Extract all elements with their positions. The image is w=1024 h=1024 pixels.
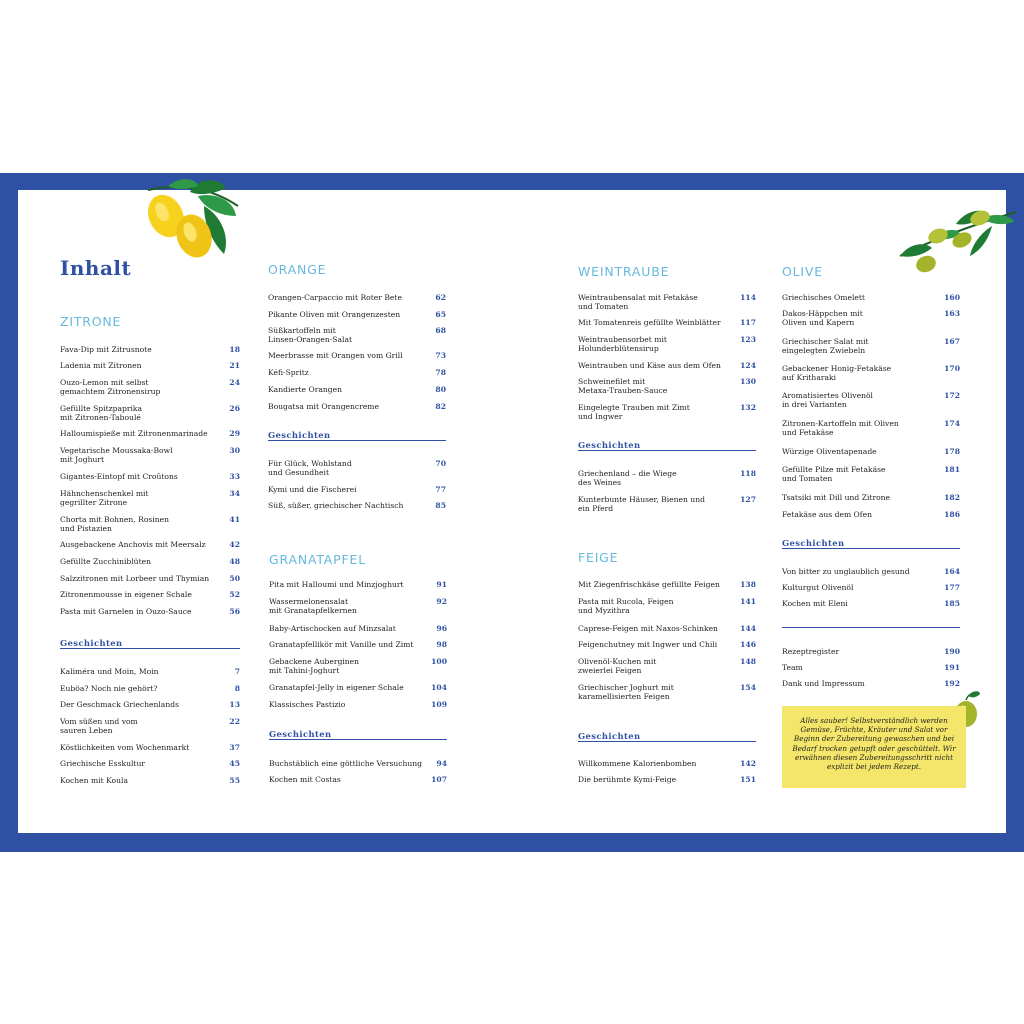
story-entry-page-number: 177 [944,583,960,592]
recipe-entry-page-number: 144 [740,624,756,633]
stories-divider [578,450,756,451]
story-entry-page-number: 22 [229,717,240,726]
recipe-entry-title: Ausgebackene Anchovis mit Meersalz [60,540,206,549]
recipe-entry-title: Gebackener Honig-Fetakäse auf Kritharaki [782,364,892,383]
story-entry-title: Kochen mit Koula [60,776,128,785]
recipe-entry-title: Ouzo-Lemon mit selbst gemachtem Zitronensirup [60,378,161,397]
recipe-entry-title: Würzige Oliventapenade [782,447,877,456]
recipe-entry-title: Gefüllte Pilze mit Fetakäse und Tomaten [782,465,886,484]
stories-heading-orange: Geschichten [268,430,331,440]
recipe-entry-page-number: 24 [229,378,240,387]
recipe-entry-page-number: 68 [435,326,446,335]
recipe-entry-page-number: 29 [229,429,240,438]
stories-heading-granatapfel: Geschichten [269,729,332,739]
recipe-entry-title: Chorta mit Bohnen, Rosinen und Pistazien [60,515,170,534]
story-entry-page-number: 8 [234,684,240,693]
recipe-entry-page-number: 104 [431,683,447,692]
recipe-entry-page-number: 52 [229,590,240,599]
recipe-entry-title: Salzzitronen mit Lorbeer und Thymian [60,574,210,583]
recipe-entry-page-number: 50 [229,574,240,583]
recipe-entry-page-number: 114 [740,293,756,302]
recipe-entry-title: Wassermelonensalat mit Granatapfelkernen [269,597,357,616]
section-title-orange: ORANGE [268,262,327,277]
recipe-entry-title: Griechischer Joghurt mit karamellisierten Feigen [578,683,674,702]
recipe-entry-title: Mit Ziegenfrischkäse gefüllte Feigen [578,580,720,589]
story-entry-page-number: 164 [944,567,960,576]
appendix-entry-title: Rezeptregister [782,647,840,656]
recipe-entry-page-number: 62 [435,293,446,302]
story-entry-title: Griechenland – die Wiege des Weines [578,469,677,488]
story-entry-title: Kunterbunte Häuser, Bienen und ein Pferd [578,495,705,514]
lemon-branch-icon [138,176,248,268]
olive-branch-icon [896,198,1018,276]
story-entry-title: Willkommene Kalorienbomben [578,759,697,768]
section-title-feige: FEIGE [578,550,619,565]
stories-heading-feige: Geschichten [578,731,641,741]
recipe-entry-page-number: 163 [944,309,960,318]
stories-divider [60,648,240,649]
appendix-entry-page-number: 190 [944,647,960,656]
recipe-entry-page-number: 96 [436,624,447,633]
recipe-entry-page-number: 109 [431,700,447,709]
recipe-entry-page-number: 117 [740,318,756,327]
recipe-entry-page-number: 80 [435,385,446,394]
recipe-entry-page-number: 160 [944,293,960,302]
recipe-entry-page-number: 167 [944,337,960,346]
recipe-entry-title: Olivenöl-Kuchen mit zweierlei Feigen [578,657,657,676]
recipe-entry-page-number: 141 [740,597,756,606]
story-entry-title: Süß, süßer, griechischer Nachtisch [268,501,404,510]
section-title-zitrone: ZITRONE [60,314,122,329]
section-title-olive: OLIVE [782,264,823,279]
stories-heading-weintraube: Geschichten [578,440,641,450]
recipe-entry-page-number: 181 [944,465,960,474]
story-entry-title: Die berühmte Kymi-Feige [578,775,677,784]
recipe-entry-page-number: 138 [740,580,756,589]
recipe-entry-page-number: 91 [436,580,447,589]
recipe-entry-page-number: 78 [435,368,446,377]
recipe-entry-page-number: 98 [436,640,447,649]
recipe-entry-page-number: 154 [740,683,756,692]
recipe-entry-title: Pasta mit Garnelen in Ouzo-Sauce [60,607,192,616]
story-entry-page-number: 13 [229,700,240,709]
recipe-entry-title: Granatapfellikör mit Vanille und Zimt [269,640,414,649]
hygiene-note-text: Alles sauber! Selbstverständlich werden Gemüse, Früchte, Kräuter und Salat vor Beginn der Zubereitung gewaschen und bei Bedarf trocken getupft oder geschüttelt. Wir erwähnen diesen Zubereitungsschritt nicht explizit bei jedem Rezept. [792,716,956,772]
recipe-entry-page-number: 132 [740,403,756,412]
recipe-entry-page-number: 172 [944,391,960,400]
recipe-entry-title: Eingelegte Trauben mit Zimt und Ingwer [578,403,690,422]
recipe-entry-page-number: 42 [229,540,240,549]
story-entry-page-number: 7 [234,667,240,676]
story-entry-page-number: 55 [229,776,240,785]
recipe-entry-page-number: 65 [435,310,446,319]
recipe-entry-title: Griechischer Salat mit eingelegten Zwiebeln [782,337,869,356]
recipe-entry-page-number: 123 [740,335,756,344]
recipe-entry-page-number: 146 [740,640,756,649]
stories-divider [268,440,446,441]
recipe-entry-page-number: 124 [740,361,756,370]
recipe-entry-page-number: 100 [431,657,447,666]
appendix-entry-page-number: 192 [944,679,960,688]
recipe-entry-title: Gefüllte Zucchiniblüten [60,557,152,566]
recipe-entry-title: Baby-Artischocken auf Minzsalat [269,624,396,633]
story-entry-page-number: 37 [229,743,240,752]
recipe-entry-title: Orangen-Carpaccio mit Roter Bete [268,293,402,302]
recipe-entry-title: Meerbrasse mit Orangen vom Grill [268,351,403,360]
story-entry-title: Der Geschmack Griechenlands [60,700,179,709]
story-entry-page-number: 77 [435,485,446,494]
story-entry-page-number: 185 [944,599,960,608]
recipe-entry-title: Gebackene Auberginen mit Tahini-Joghurt [269,657,360,676]
recipe-entry-title: Tsatsiki mit Dill und Zitrone [782,493,891,502]
recipe-entry-page-number: 30 [229,446,240,455]
recipe-entry-page-number: 26 [229,404,240,413]
recipe-entry-title: Bougatsa mit Orangencreme [268,402,380,411]
recipe-entry-page-number: 182 [944,493,960,502]
recipe-entry-title: Dakos-Häppchen mit Oliven und Kapern [782,309,863,328]
stories-heading-olive: Geschichten [782,538,845,548]
recipe-entry-title: Mit Tomatenreis gefüllte Weinblätter [578,318,721,327]
stories-divider [269,739,447,740]
section-title-weintraube: WEINTRAUBE [578,264,670,279]
recipe-entry-title: Feigenchutney mit Ingwer und Chili [578,640,718,649]
recipe-entry-title: Kandierte Orangen [268,385,342,394]
story-entry-page-number: 85 [435,501,446,510]
stories-divider [782,548,960,549]
story-entry-title: Von bitter zu unglaublich gesund [782,567,910,576]
appendix-entry-title: Team [782,663,803,672]
story-entry-page-number: 94 [436,759,447,768]
recipe-entry-page-number: 178 [944,447,960,456]
recipe-entry-title: Aromatisiertes Olivenöl in drei Varianten [782,391,873,410]
recipe-entry-page-number: 48 [229,557,240,566]
page-title: Inhalt [60,256,132,280]
recipe-entry-title: Pita mit Halloumi und Minzjoghurt [269,580,404,589]
story-entry-title: Euböa? Noch nie gehört? [60,684,158,693]
recipe-entry-page-number: 21 [229,361,240,370]
recipe-entry-title: Kéfi-Spritz [268,368,309,377]
recipe-entry-page-number: 73 [435,351,446,360]
story-entry-title: Für Glück, Wohlstand und Gesundheit [268,459,352,478]
recipe-entry-page-number: 33 [229,472,240,481]
story-entry-title: Kaliméra und Moin, Moin [60,667,159,676]
story-entry-page-number: 118 [740,469,756,478]
recipe-entry-title: Caprese-Feigen mit Naxos-Schinken [578,624,718,633]
story-entry-page-number: 127 [740,495,756,504]
story-entry-page-number: 70 [435,459,446,468]
story-entry-page-number: 45 [229,759,240,768]
hygiene-note [782,706,966,788]
recipe-entry-title: Weintraubensalat mit Fetakäse und Tomaten [578,293,698,312]
appendix-entry-title: Dank und Impressum [782,679,865,688]
recipe-entry-page-number: 130 [740,377,756,386]
recipe-entry-page-number: 56 [229,607,240,616]
recipe-entry-title: Weintrauben und Käse aus dem Ofen [578,361,721,370]
appendix-divider [782,627,960,628]
recipe-entry-title: Pikante Oliven mit Orangenzesten [268,310,401,319]
recipe-entry-page-number: 82 [435,402,446,411]
recipe-entry-page-number: 148 [740,657,756,666]
recipe-entry-title: Schweinefilet mit Metaxa-Trauben-Sauce [578,377,668,396]
recipe-entry-page-number: 92 [436,597,447,606]
recipe-entry-title: Pasta mit Rucola, Feigen und Myzithra [578,597,674,616]
story-entry-page-number: 151 [740,775,756,784]
recipe-entry-title: Fava-Dip mit Zitrusnote [60,345,152,354]
story-entry-page-number: 142 [740,759,756,768]
story-entry-title: Kochen mit Eleni [782,599,848,608]
stories-divider [578,741,756,742]
story-entry-title: Vom süßen und vom sauren Leben [60,717,138,736]
story-entry-title: Kulturgut Olivenöl [782,583,854,592]
recipe-entry-title: Fetakäse aus dem Ofen [782,510,872,519]
recipe-entry-page-number: 186 [944,510,960,519]
recipe-entry-page-number: 174 [944,419,960,428]
recipe-entry-title: Süßkartoffeln mit Linsen-Orangen-Salat [268,326,353,345]
recipe-entry-title: Griechisches Omelett [782,293,865,302]
recipe-entry-title: Klassisches Pastizio [269,700,346,709]
story-entry-title: Kymi und die Fischerei [268,485,357,494]
recipe-entry-title: Zitronenmousse in eigener Schale [60,590,192,599]
recipe-entry-title: Zitronen-Kartoffeln mit Oliven und Fetakäse [782,419,899,438]
recipe-entry-title: Ladenia mit Zitronen [60,361,142,370]
recipe-entry-title: Gefüllte Spitzpaprika mit Zitronen-Taboulé [60,404,143,423]
recipe-entry-title: Gigantes-Eintopf mit Croûtons [60,472,178,481]
recipe-entry-title: Weintraubensorbet mit Holunderblütensirup [578,335,667,354]
recipe-entry-page-number: 34 [229,489,240,498]
section-title-granatapfel: GRANATAPFEL [269,552,366,567]
recipe-entry-title: Halloumispieße mit Zitronenmarinade [60,429,208,438]
recipe-entry-page-number: 170 [944,364,960,373]
story-entry-title: Kochen mit Costas [269,775,341,784]
recipe-entry-page-number: 41 [229,515,240,524]
recipe-entry-page-number: 18 [229,345,240,354]
appendix-entry-page-number: 191 [944,663,960,672]
story-entry-title: Köstlichkeiten vom Wochenmarkt [60,743,190,752]
recipe-entry-title: Vegetarische Moussaka-Bowl mit Joghurt [60,446,173,465]
story-entry-page-number: 107 [431,775,447,784]
recipe-entry-title: Hähnchenschenkel mit gegrillter Zitrone [60,489,149,508]
stories-heading-zitrone: Geschichten [60,638,123,648]
recipe-entry-title: Granatapfel-Jelly in eigener Schale [269,683,404,692]
story-entry-title: Buchstäblich eine göttliche Versuchung [269,759,423,768]
story-entry-title: Griechische Esskultur [60,759,145,768]
